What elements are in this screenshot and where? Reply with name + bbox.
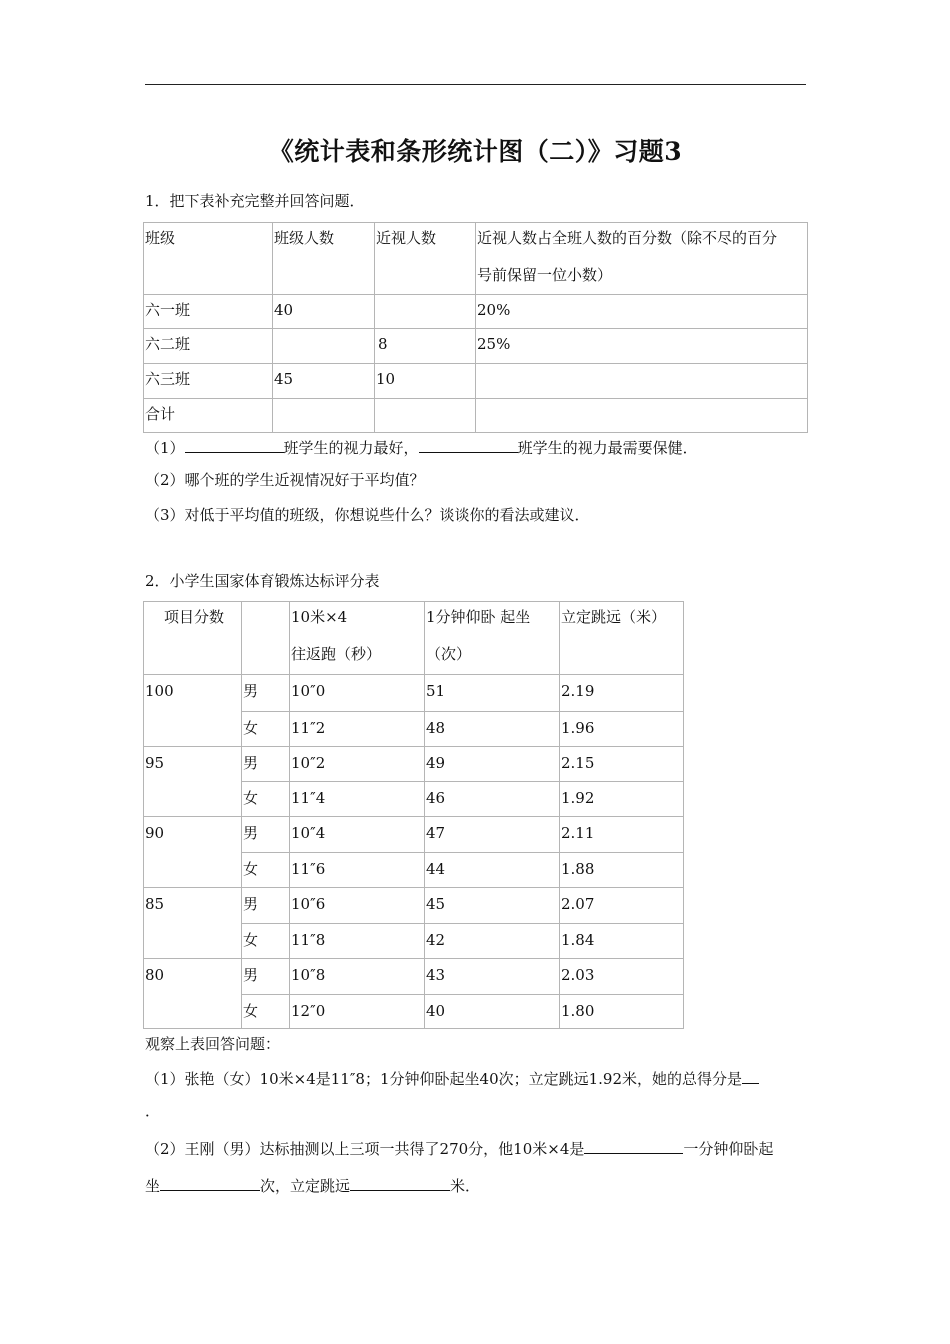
table-cell: 25% bbox=[476, 329, 808, 364]
table-cell: 10″0 bbox=[290, 675, 425, 712]
table-cell bbox=[375, 399, 476, 433]
table-cell: 45 bbox=[425, 888, 560, 924]
header-cell: 近视人数 bbox=[375, 223, 476, 295]
answer-blank[interactable] bbox=[350, 1174, 450, 1191]
header-cell: 班级 bbox=[144, 223, 273, 295]
table-cell bbox=[375, 295, 476, 329]
table-cell: 10 bbox=[375, 364, 476, 399]
answer-blank[interactable] bbox=[160, 1174, 260, 1191]
table-cell: 1.88 bbox=[560, 853, 684, 888]
table-cell: 40 bbox=[425, 995, 560, 1029]
table-cell: 51 bbox=[425, 675, 560, 712]
table-cell: 女 bbox=[242, 712, 290, 747]
q2-table bbox=[143, 601, 684, 1029]
table-cell: 20% bbox=[476, 295, 808, 329]
table-cell: 1.80 bbox=[560, 995, 684, 1029]
table-row bbox=[144, 295, 808, 329]
table-cell: 1.96 bbox=[560, 712, 684, 747]
q1-stem: 1．把下表补充完整并回答问题． bbox=[145, 192, 365, 210]
table-cell: 1.84 bbox=[560, 924, 684, 959]
table-cell: 男 bbox=[242, 675, 290, 712]
table-cell bbox=[273, 329, 375, 364]
header-cell: 10米×4 往返跑（秒） bbox=[290, 602, 425, 675]
table-cell: 六二班 bbox=[144, 329, 273, 364]
table-cell: 女 bbox=[242, 782, 290, 817]
q1-sub2: （2）哪个班的学生近视情况好于平均值？ bbox=[145, 471, 425, 489]
table-cell: 女 bbox=[242, 853, 290, 888]
table-cell: 40 bbox=[273, 295, 375, 329]
table-cell: 2.15 bbox=[560, 747, 684, 782]
table-cell: 10″4 bbox=[290, 817, 425, 853]
table-cell: 2.07 bbox=[560, 888, 684, 924]
table-cell: 2.19 bbox=[560, 675, 684, 712]
table-cell: 女 bbox=[242, 995, 290, 1029]
table-cell: 男 bbox=[242, 888, 290, 924]
header-cell: 1分钟仰卧 起坐 （次） bbox=[425, 602, 560, 675]
table-row bbox=[144, 399, 808, 433]
header-cell: 项目分数 bbox=[144, 602, 242, 675]
table-cell bbox=[476, 399, 808, 433]
table-row bbox=[144, 888, 684, 924]
table-cell: 女 bbox=[242, 924, 290, 959]
answer-blank[interactable] bbox=[419, 436, 518, 453]
score-cell: 100 bbox=[144, 675, 242, 747]
table-cell: 2.11 bbox=[560, 817, 684, 853]
table-cell: 10″6 bbox=[290, 888, 425, 924]
table-cell: 43 bbox=[425, 959, 560, 995]
table-cell: 11″8 bbox=[290, 924, 425, 959]
table-cell: 48 bbox=[425, 712, 560, 747]
table-cell: 47 bbox=[425, 817, 560, 853]
header-cell: 立定跳远（米） bbox=[560, 602, 684, 675]
answer-blank[interactable] bbox=[584, 1137, 683, 1154]
table-cell: 46 bbox=[425, 782, 560, 817]
q2-sub1-end: ． bbox=[145, 1102, 161, 1120]
table-cell: 8 bbox=[375, 329, 476, 364]
table-cell: 42 bbox=[425, 924, 560, 959]
score-cell: 85 bbox=[144, 888, 242, 959]
table-cell: 2.03 bbox=[560, 959, 684, 995]
q2-sub2-line2: 坐 次，立定跳远 米． bbox=[145, 1174, 480, 1196]
table-row bbox=[144, 817, 684, 853]
q2-observe: 观察上表回答问题： bbox=[145, 1035, 281, 1053]
table-row bbox=[144, 959, 684, 995]
table-cell: 合计 bbox=[144, 399, 273, 433]
table-header-row bbox=[144, 602, 684, 675]
score-cell: 80 bbox=[144, 959, 242, 1029]
table-cell: 12″0 bbox=[290, 995, 425, 1029]
table-cell: 11″4 bbox=[290, 782, 425, 817]
q1-sub1: （1） 班学生的视力最好， 班学生的视力最需要保健． bbox=[145, 436, 698, 458]
table-cell bbox=[476, 364, 808, 399]
q2-stem: 2．小学生国家体育锻炼达标评分表 bbox=[145, 572, 380, 590]
header-rule bbox=[145, 84, 806, 85]
score-cell: 90 bbox=[144, 817, 242, 888]
header-line-2: 号前保留一位小数） bbox=[477, 266, 613, 284]
table-header-row bbox=[144, 223, 808, 295]
table-cell: 11″2 bbox=[290, 712, 425, 747]
table-cell: 男 bbox=[242, 817, 290, 853]
q2-sub2-line1: （2）王刚（男）达标抽测以上三项一共得了270分，他10米×4是 一分钟仰卧起 bbox=[145, 1137, 773, 1159]
table-cell: 六三班 bbox=[144, 364, 273, 399]
table-cell: 男 bbox=[242, 959, 290, 995]
q1-sub3: （3）对低于平均值的班级，你想说些什么？谈谈你的看法或建议． bbox=[145, 506, 590, 524]
q1-table bbox=[143, 222, 808, 433]
table-row bbox=[144, 329, 808, 364]
table-row bbox=[144, 675, 684, 712]
table-cell: 11″6 bbox=[290, 853, 425, 888]
page-title: 《统计表和条形统计图（二）》习题3 bbox=[268, 137, 683, 166]
table-cell bbox=[273, 399, 375, 433]
answer-blank[interactable] bbox=[742, 1067, 759, 1084]
table-row bbox=[144, 364, 808, 399]
table-cell: 男 bbox=[242, 747, 290, 782]
table-cell: 49 bbox=[425, 747, 560, 782]
header-cell bbox=[242, 602, 290, 675]
table-row bbox=[144, 747, 684, 782]
header-line-1: 近视人数占全班人数的百分数（除不尽的百分 bbox=[477, 229, 778, 247]
score-cell: 95 bbox=[144, 747, 242, 817]
q2-sub1: （1）张艳（女）10米×4是11″8；1分钟仰卧起坐40次；立定跳远1.92米，她的总得分是 bbox=[145, 1067, 759, 1089]
table-cell: 六一班 bbox=[144, 295, 273, 329]
header-cell bbox=[476, 223, 808, 295]
answer-blank[interactable] bbox=[185, 436, 284, 453]
table-cell: 1.92 bbox=[560, 782, 684, 817]
table-cell: 10″8 bbox=[290, 959, 425, 995]
table-cell: 44 bbox=[425, 853, 560, 888]
table-cell: 10″2 bbox=[290, 747, 425, 782]
header-cell: 班级人数 bbox=[273, 223, 375, 295]
table-cell: 45 bbox=[273, 364, 375, 399]
